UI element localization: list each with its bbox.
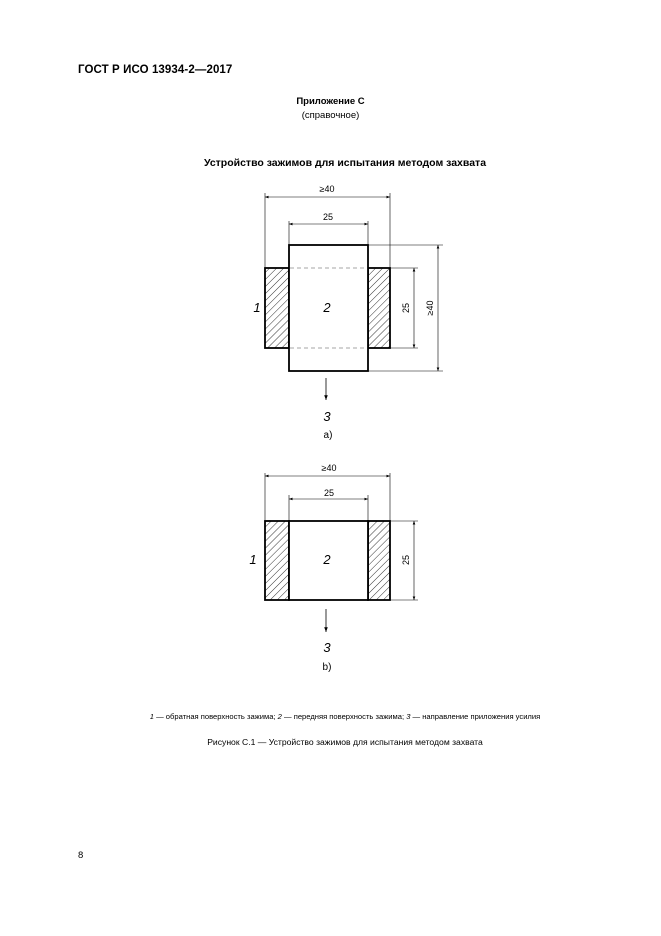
legend-text-3: — направление приложения усилия	[410, 712, 541, 721]
figure-a	[253, 184, 443, 441]
legend-text-2: — передняя поверхность зажима;	[281, 712, 407, 721]
appendix-note: (справочное)	[301, 110, 360, 121]
dim-total-width-b: ≥40	[321, 463, 337, 473]
legend-text-1: — обратная поверхность зажима;	[153, 712, 278, 721]
dim-inner-width: 25	[322, 212, 334, 222]
label-force-direction-b: 3	[323, 640, 331, 655]
legend-number-3: 3	[406, 712, 411, 721]
figure-legend	[0, 712, 661, 721]
label-back-face: 1	[253, 300, 261, 315]
dim-total-width: ≥40	[319, 184, 335, 194]
page-number: 8	[78, 850, 84, 861]
legend-number-2: 2	[277, 712, 282, 721]
label-force-direction: 3	[323, 409, 331, 424]
figure-b-sublabel: b)	[322, 662, 332, 673]
section-title: Устройство зажимов для испытания методом захвата	[203, 157, 487, 169]
back-clamp-face-left-b	[265, 521, 289, 600]
dim-height-b: 25	[401, 554, 411, 566]
document-header: ГОСТ Р ИСО 13934-2—2017	[78, 64, 233, 76]
back-clamp-face-left	[265, 268, 289, 348]
legend-number-1: 1	[149, 712, 154, 721]
dim-total-height: ≥40	[425, 300, 435, 316]
back-clamp-face-right-b	[368, 521, 390, 600]
dim-inner-width-b: 25	[323, 488, 335, 498]
figure-b	[249, 463, 418, 673]
label-front-face-b: 2	[323, 552, 331, 567]
figure-caption: Рисунок С.1 — Устройство зажимов для испытания методом захвата	[207, 737, 483, 747]
label-back-face-b: 1	[249, 552, 257, 567]
back-clamp-face-right	[368, 268, 390, 348]
label-front-face: 2	[323, 300, 331, 315]
figure-a-sublabel: a)	[323, 430, 333, 441]
appendix-title: Приложение С	[296, 96, 365, 107]
dim-inner-height: 25	[401, 302, 411, 314]
